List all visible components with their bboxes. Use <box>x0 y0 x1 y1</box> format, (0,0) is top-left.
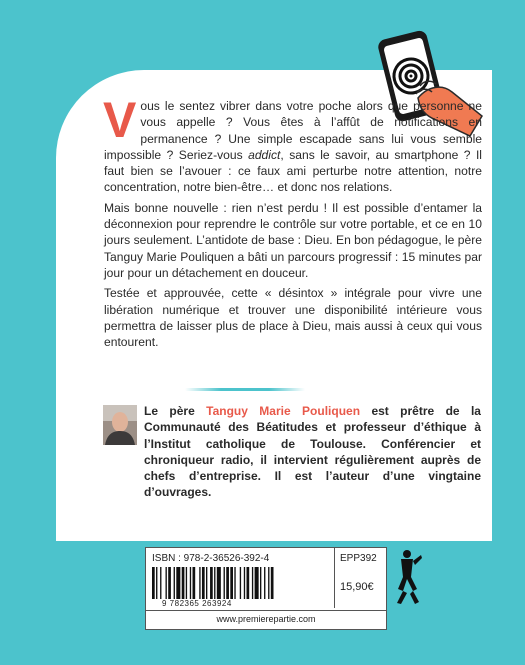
paragraph-1: Vous le sentez vibrer dans votre poche alors que personne ne vous appelle ? Vous êtes à l’affût de notifications en permanence ? Une simple escapade sans lui vous semble impossible ? Seriez-vous addict, sans le savoir, au smartphone ? Il faut bien se l’avouer : ce faux ami perturbe notre attention, notre concentration, notre bien-être… et donc nos relations. <box>103 92 482 195</box>
product-code: EPP392 <box>340 553 377 564</box>
paragraph-3: Testée et approuvée, cette « désintox » intégrale pour vivre une libération numérique et trouver une disponibilité intérieure vous permettra de laisser plus de place à Dieu, mais aussi à ceux qui vous entourent. <box>104 286 482 350</box>
description-text <box>103 92 482 354</box>
barcode-bar <box>156 567 157 599</box>
barcode-bar <box>206 567 207 599</box>
barcode-bar <box>214 567 215 599</box>
barcode-bar <box>210 567 213 599</box>
divider-line <box>185 388 305 391</box>
barcode-bar <box>182 567 185 599</box>
author-photo <box>103 405 137 445</box>
barcode-bar <box>160 567 161 599</box>
barcode-bar <box>268 567 269 599</box>
barcode-number: 9 782365 263924 <box>162 599 232 608</box>
barcode-bar <box>260 567 261 599</box>
barcode-bar <box>202 567 205 599</box>
author-name: Tanguy Marie Pouliquen <box>206 404 361 418</box>
barcode-bar <box>264 567 265 599</box>
barcode-bar <box>252 567 253 599</box>
barcode-bar <box>230 567 233 599</box>
barcode-bar <box>193 567 196 599</box>
barcode-bar <box>226 567 229 599</box>
barcode-bar <box>240 567 241 599</box>
barcode-bar <box>168 567 171 599</box>
barcode-bar <box>271 567 274 599</box>
barcode-bar <box>234 567 235 599</box>
barcode-bar <box>199 567 200 599</box>
barcode-bar <box>186 567 187 599</box>
author-bio: Le père Tanguy Marie Pouliquen est prêtre de la Communauté des Béatitudes et professeur d’éthique à l’Institut catholique de Toulouse. Conférencier et chroniqueur radio, il intervient régulièrement auprès de chefs d’entreprise. Il est l’auteur d’une vingtaine d’ouvrages. <box>144 404 481 500</box>
barcode-separator <box>334 548 335 608</box>
barcode-bar <box>247 567 250 599</box>
dropcap: V <box>103 92 137 148</box>
barcode-bar <box>152 567 155 599</box>
barcode-bar <box>176 567 180 599</box>
barcode <box>152 567 328 599</box>
barcode-bar <box>190 567 191 599</box>
paragraph-2: Mais bonne nouvelle : rien n’est perdu ! Il est possible d’entamer la déconnexion pour reprendre le contrôle sur votre portable, et ce en 10 jours seulement. L’antidote de base : Dieu. En bon pédagogue, le père Tanguy Marie Pouliquen a bâti un parcours progressif : 15 minutes par jour pour un détachement en douceur. <box>104 200 482 280</box>
isbn: ISBN : 978-2-36526-392-4 <box>152 553 270 564</box>
barcode-bar <box>255 567 259 599</box>
publisher-logo <box>393 547 423 609</box>
price: 15,90€ <box>340 581 374 593</box>
barcode-bar <box>224 567 225 599</box>
barcode-bar <box>174 567 175 599</box>
barcode-bar <box>217 567 221 599</box>
website: www.premierepartie.com <box>216 614 316 624</box>
barcode-bar <box>244 567 245 599</box>
barcode-bar <box>166 567 167 599</box>
